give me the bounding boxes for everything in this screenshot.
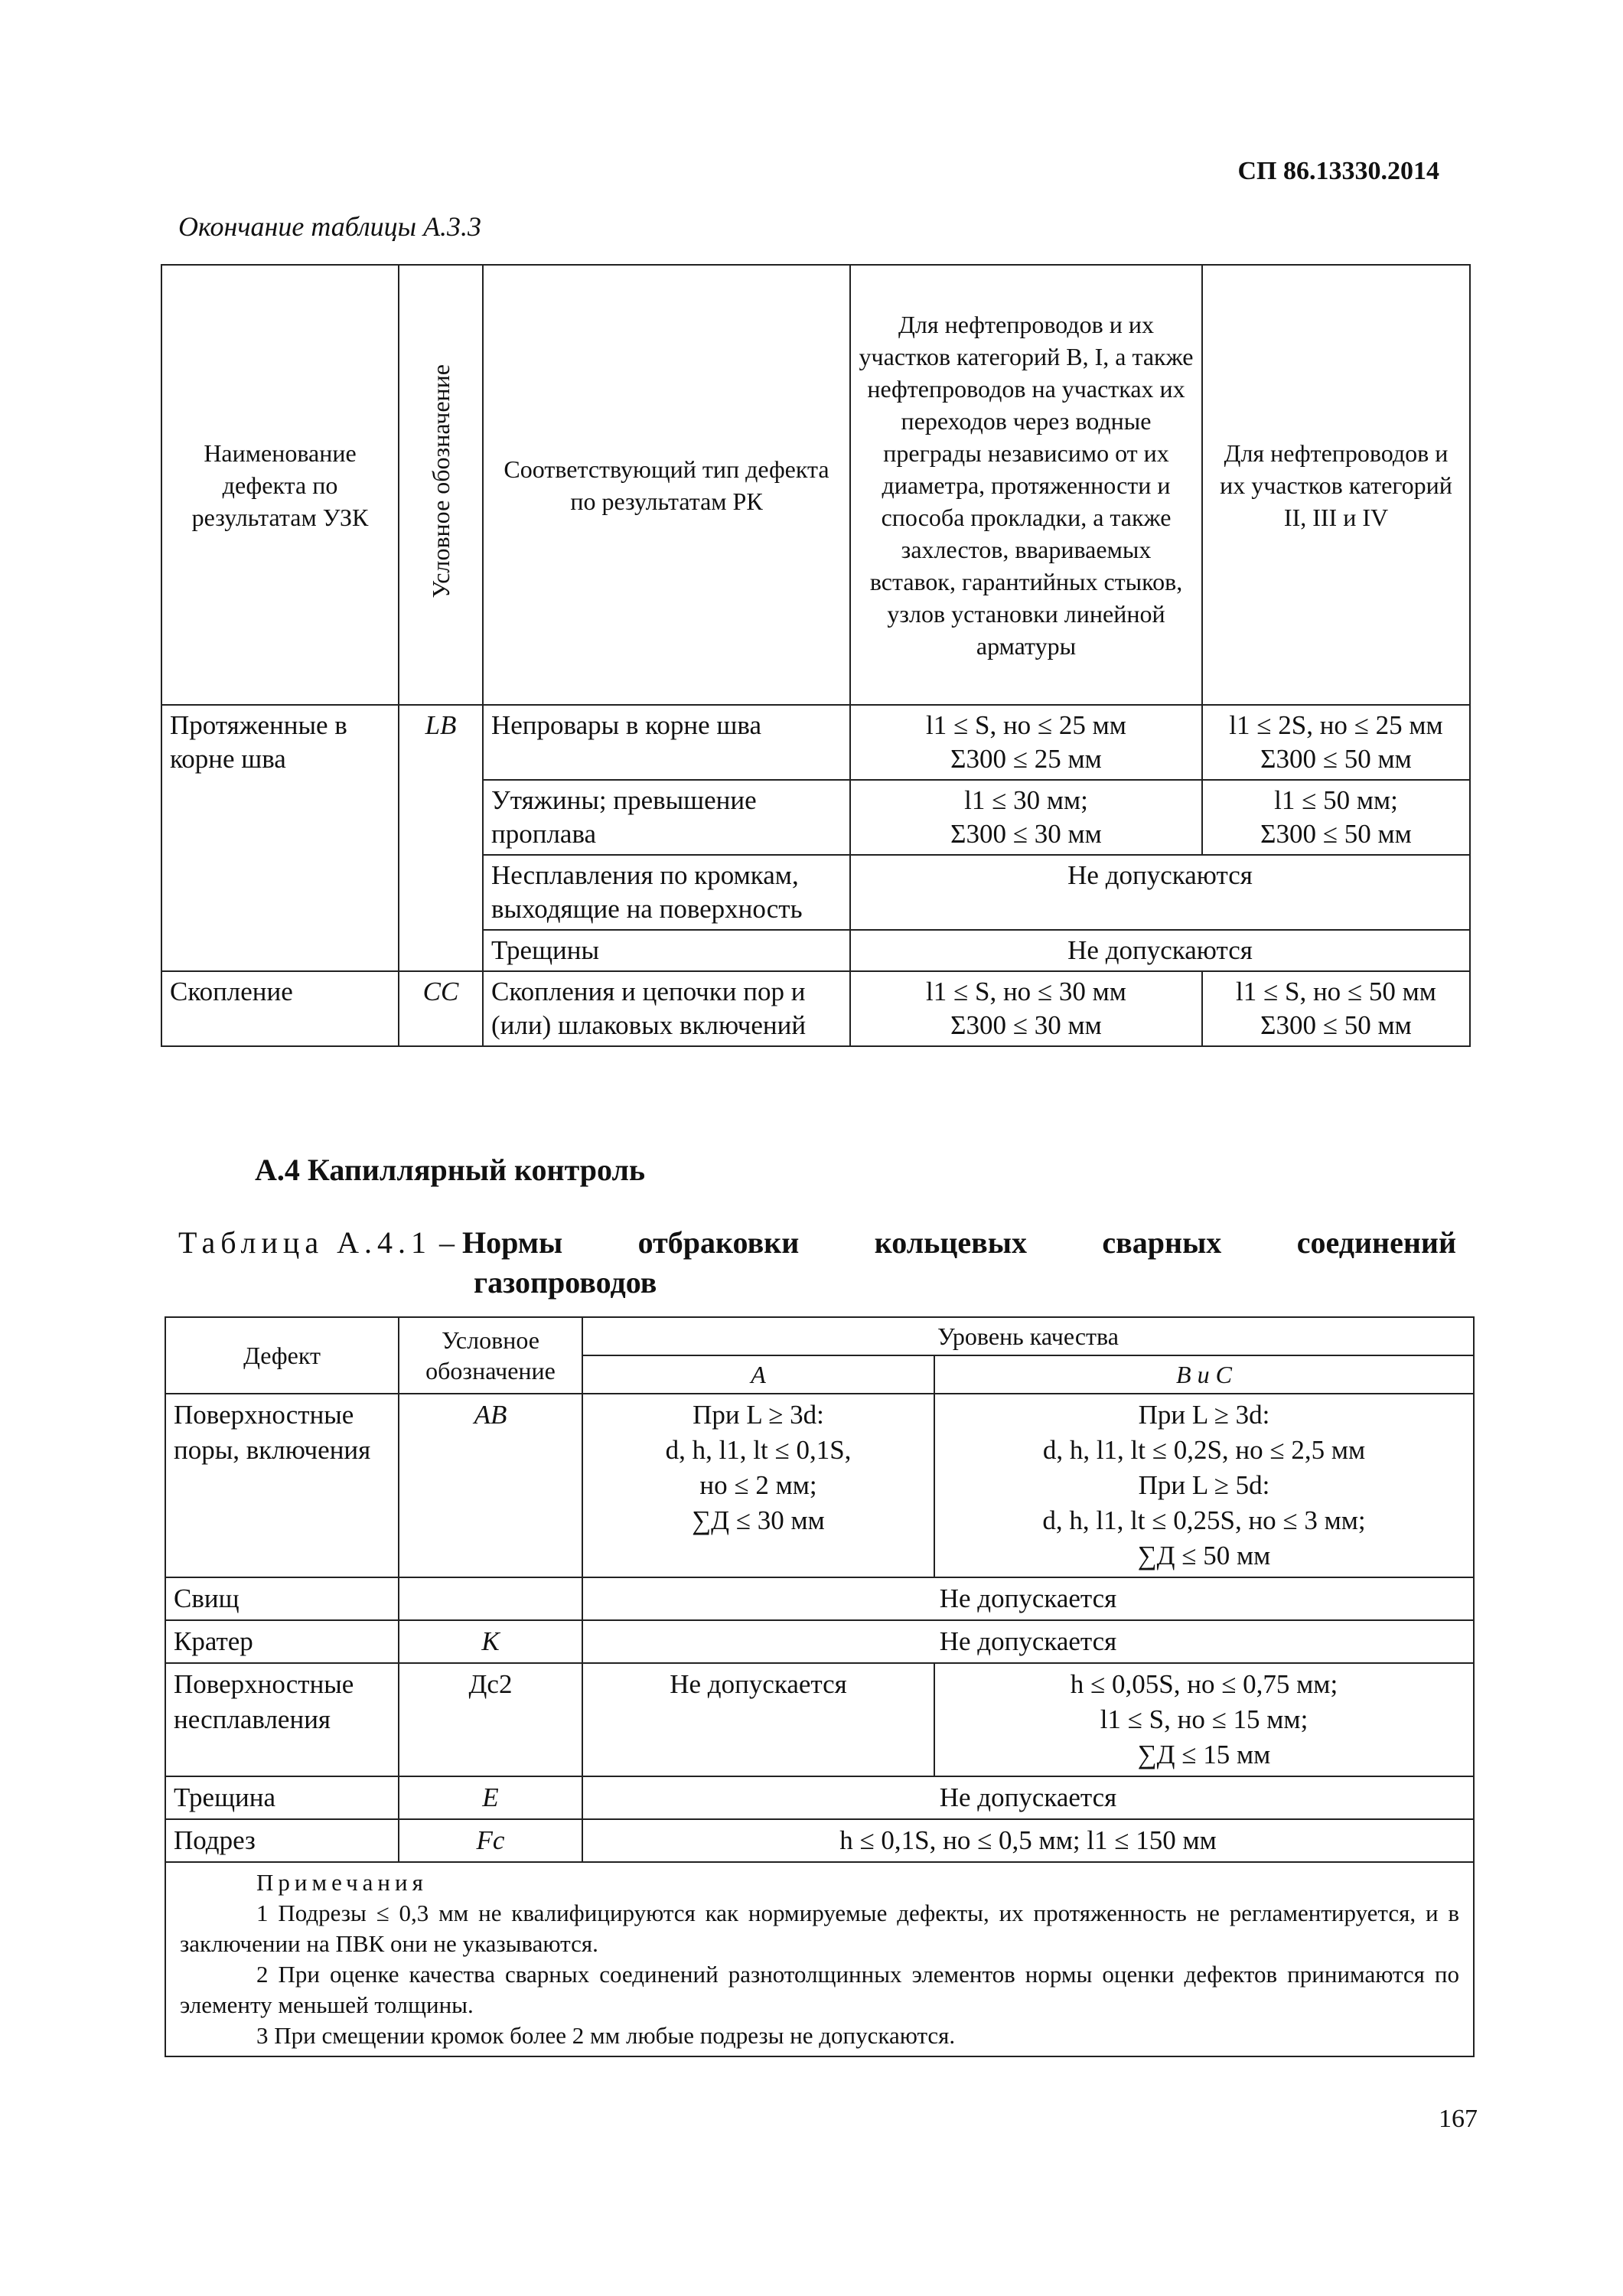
table-row	[165, 1394, 1474, 1577]
merged-cell: Не допускаются	[850, 855, 1470, 930]
defect-cell: Кратер	[165, 1620, 399, 1663]
merged-cell: Не допускается	[582, 1620, 1474, 1663]
symbol-cell: E	[399, 1776, 582, 1819]
symbol-cell: LB	[399, 705, 483, 971]
caption-word: кольцевых	[874, 1225, 1027, 1260]
table-row	[165, 1620, 1474, 1663]
rk-type-cell: Трещины	[483, 930, 850, 971]
header-category-2: Для нефтепроводов и их участков категорий II, III и IV	[1202, 265, 1470, 705]
level-a-cell: Не допускается	[582, 1663, 934, 1776]
caption-word: сварных	[1102, 1225, 1222, 1260]
table-a33-header-row	[161, 265, 1470, 705]
header-symbol: Условное обозначение	[399, 265, 483, 705]
merged-cell: Не допускаются	[850, 930, 1470, 971]
symbol-cell	[399, 1577, 582, 1620]
merged-cell: Не допускается	[582, 1776, 1474, 1819]
caption-word: соединений	[1296, 1225, 1456, 1260]
defect-cell: Подрез	[165, 1819, 399, 1862]
symbol-cell: CC	[399, 971, 483, 1046]
defect-cell: Поверхностные несплавления	[165, 1663, 399, 1776]
defect-cell: Трещина	[165, 1776, 399, 1819]
header-level-bc: В и С	[934, 1355, 1474, 1394]
header-level-a: А	[582, 1355, 934, 1394]
header-defect-name-uzk: Наименование дефекта по результатам УЗК	[161, 265, 399, 705]
level-bc-cell: При L ≥ 3d: d, h, l1, lt ≤ 0,2S, но ≤ 2,5 мм При L ≥ 5d: d, h, l1, lt ≤ 0,25S, но ≤ 3 мм; ∑Д ≤ 50 мм	[934, 1394, 1474, 1577]
caption-word: Нормы	[461, 1225, 563, 1260]
table-a41	[165, 1316, 1475, 2057]
defect-name-cell: Скопление	[161, 971, 399, 1046]
note-item: 3 При смещении кромок более 2 мм любые подрезы не допускаются.	[256, 2022, 956, 2049]
cat2-cell: l1 ≤ 2S, но ≤ 25 мм Σ300 ≤ 50 мм	[1202, 705, 1470, 780]
defect-name-cell: Протяженные в корне шва	[161, 705, 399, 971]
section-heading: А.4 Капиллярный контроль	[255, 1153, 646, 1187]
table-a33	[161, 264, 1471, 1047]
cat1-cell: l1 ≤ S, но ≤ 25 мм Σ300 ≤ 25 мм	[850, 705, 1202, 780]
rk-type-cell: Скопления и цепочки пор и (или) шлаковых включений	[483, 971, 850, 1046]
table-row	[161, 705, 1470, 780]
cat2-cell: l1 ≤ S, но ≤ 50 мм Σ300 ≤ 50 мм	[1202, 971, 1470, 1046]
symbol-cell: K	[399, 1620, 582, 1663]
table-row	[165, 1663, 1474, 1776]
merged-cell: h ≤ 0,1S, но ≤ 0,5 мм; l1 ≤ 150 мм	[582, 1819, 1474, 1862]
caption-line-2: газопроводов	[474, 1265, 657, 1300]
level-a-cell: При L ≥ 3d: d, h, l1, lt ≤ 0,1S, но ≤ 2 мм; ∑Д ≤ 30 мм	[582, 1394, 934, 1577]
symbol-cell: Fc	[399, 1819, 582, 1862]
symbol-cell: Дс2	[399, 1663, 582, 1776]
table-a41-caption	[178, 1223, 1456, 1303]
page-number: 167	[1439, 2105, 1478, 2133]
caption-word: отбраковки	[637, 1225, 800, 1260]
rk-type-cell: Непровары в корне шва	[483, 705, 850, 780]
document-code: СП 86.13330.2014	[1237, 157, 1439, 185]
header-rk-type: Соответствующий тип дефекта по результатам РК	[483, 265, 850, 705]
caption-dash: –	[438, 1225, 455, 1260]
table-row	[165, 1776, 1474, 1819]
table-row	[161, 971, 1470, 1046]
note-item: 1 Подрезы ≤ 0,3 мм не квалифицируются как нормируемые дефекты, их протяженность не регламентируется, и в заключении на ПВК они не указываются.	[180, 1900, 1459, 1957]
header-quality-level: Уровень качества	[582, 1317, 1474, 1355]
cat1-cell: l1 ≤ 30 мм; Σ300 ≤ 30 мм	[850, 780, 1202, 855]
note-item: 2 При оценке качества сварных соединений разнотолщинных элементов нормы оценки дефектов принимаются по элементу меньшей толщины.	[180, 1961, 1459, 2018]
cat1-cell: l1 ≤ S, но ≤ 30 мм Σ300 ≤ 30 мм	[850, 971, 1202, 1046]
symbol-cell: AB	[399, 1394, 582, 1577]
merged-cell: Не допускается	[582, 1577, 1474, 1620]
rk-type-cell: Несплавления по кромкам, выходящие на поверхность	[483, 855, 850, 930]
cat2-cell: l1 ≤ 50 мм; Σ300 ≤ 50 мм	[1202, 780, 1470, 855]
level-bc-cell: h ≤ 0,05S, но ≤ 0,75 мм; l1 ≤ S, но ≤ 15 мм; ∑Д ≤ 15 мм	[934, 1663, 1474, 1776]
rk-type-cell: Утяжины; превышение проплава	[483, 780, 850, 855]
defect-cell: Поверхностные поры, включения	[165, 1394, 399, 1577]
table-continuation-caption: Окончание таблицы А.3.3	[178, 211, 482, 242]
table-row	[165, 1819, 1474, 1862]
header-category-1: Для нефтепроводов и их участков категорий В, I, а также нефтепроводов на участках их переходов через водные преграды независимо от их диаметра, протяженности и способа прокладки, а также захлестов, ввариваемых вставок, гарантийных стыков, узлов установки линейной арматуры	[850, 265, 1202, 705]
notes-title: Примечания	[256, 1869, 428, 1896]
header-defect: Дефект	[165, 1317, 399, 1394]
defect-cell: Свищ	[165, 1577, 399, 1620]
header-symbol: Условное обозначение	[399, 1317, 582, 1394]
table-a41-header-row	[165, 1317, 1474, 1355]
table-label: Таблица А.4.1	[178, 1225, 432, 1260]
notes-cell	[165, 1862, 1474, 2056]
table-row	[165, 1577, 1474, 1620]
notes-row	[165, 1862, 1474, 2056]
